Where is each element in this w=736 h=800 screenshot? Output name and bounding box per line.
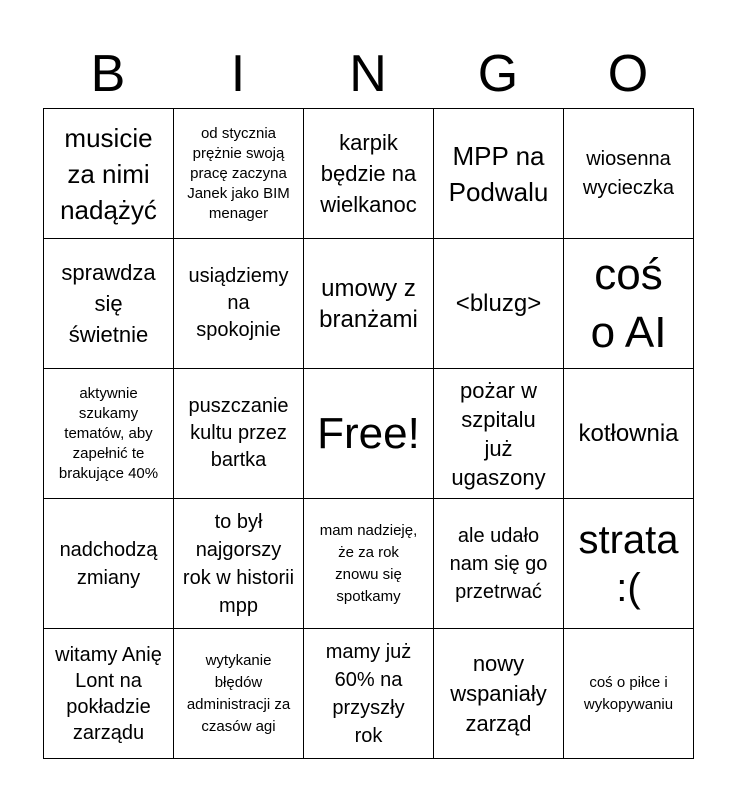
header-letter-g: G bbox=[477, 45, 519, 103]
cell-text: karpik będzie na wielkanoc bbox=[320, 130, 417, 217]
bingo-cell[interactable] bbox=[174, 369, 304, 499]
bingo-grid bbox=[43, 108, 694, 759]
cell-text: ale udało nam się go przetrwać bbox=[449, 524, 548, 603]
bingo-cell[interactable] bbox=[564, 629, 694, 759]
bingo-cell[interactable] bbox=[44, 239, 174, 369]
header-letter-i: I bbox=[230, 45, 246, 103]
header-letter-b: B bbox=[90, 45, 126, 103]
cell-text: nowy wspaniały zarząd bbox=[450, 650, 547, 736]
bingo-header bbox=[43, 40, 693, 108]
cell-text: <bluzg> bbox=[455, 289, 542, 317]
bingo-cell[interactable] bbox=[564, 499, 694, 629]
bingo-cell[interactable] bbox=[304, 499, 434, 629]
header-letter-o: O bbox=[607, 45, 649, 103]
cell-text: to był najgorszy rok w historii mpp bbox=[182, 510, 295, 617]
bingo-cell[interactable] bbox=[564, 239, 694, 369]
bingo-cell[interactable] bbox=[44, 499, 174, 629]
bingo-cell[interactable] bbox=[44, 369, 174, 499]
cell-text: coś o AI bbox=[590, 249, 667, 357]
cell-text: kotłownia bbox=[578, 419, 679, 447]
cell-text: nadchodzą zmiany bbox=[59, 538, 158, 589]
bingo-cell[interactable] bbox=[44, 109, 174, 239]
cell-text: wytykanie błędów administracji za czasów agi bbox=[186, 651, 291, 735]
bingo-cell[interactable] bbox=[174, 239, 304, 369]
cell-text: puszczanie kultu przez bartka bbox=[188, 395, 289, 471]
bingo-cell[interactable] bbox=[304, 109, 434, 239]
bingo-cell[interactable] bbox=[44, 629, 174, 759]
bingo-cell[interactable] bbox=[304, 629, 434, 759]
cell-text: coś o piłce i wykopywaniu bbox=[583, 673, 674, 713]
bingo-cell[interactable] bbox=[174, 109, 304, 239]
bingo-cell[interactable] bbox=[304, 239, 434, 369]
free-cell-text: Free! bbox=[317, 408, 420, 458]
cell-text: umowy z branżami bbox=[319, 274, 418, 333]
cell-text: sprawdza się świetnie bbox=[61, 260, 156, 347]
bingo-cell[interactable] bbox=[174, 629, 304, 759]
free-cell[interactable] bbox=[304, 369, 434, 499]
cell-text: pożar w szpitalu już ugaszony bbox=[451, 377, 546, 490]
header-letter-n: N bbox=[349, 45, 387, 103]
bingo-cell[interactable] bbox=[434, 499, 564, 629]
bingo-cell[interactable] bbox=[564, 109, 694, 239]
bingo-cell[interactable] bbox=[434, 369, 564, 499]
bingo-cell[interactable] bbox=[174, 499, 304, 629]
bingo-cell[interactable] bbox=[564, 369, 694, 499]
cell-text: usiądziemy na spokojnie bbox=[188, 265, 289, 341]
bingo-cell[interactable] bbox=[434, 629, 564, 759]
bingo-cell[interactable] bbox=[434, 109, 564, 239]
cell-text: wiosenna wycieczka bbox=[582, 147, 675, 199]
cell-text: strata :( bbox=[578, 517, 679, 610]
cell-text: mamy już 60% na przyszły rok bbox=[325, 640, 412, 747]
cell-text: witamy Anię Lont na pokładzie zarządu bbox=[55, 643, 162, 744]
cell-text: od stycznia prężnie swoją pracę zaczyna Janek jako BIM menager bbox=[187, 124, 290, 222]
cell-text: MPP na Podwalu bbox=[448, 140, 549, 207]
cell-text: aktywnie szukamy tematów, aby zapełnić te brakujące 40% bbox=[58, 384, 159, 482]
cell-text: musicie za nimi nadążyć bbox=[60, 122, 157, 225]
cell-text: mam nadzieję, że za rok znowu się spotkamy bbox=[319, 521, 418, 605]
bingo-cell[interactable] bbox=[434, 239, 564, 369]
